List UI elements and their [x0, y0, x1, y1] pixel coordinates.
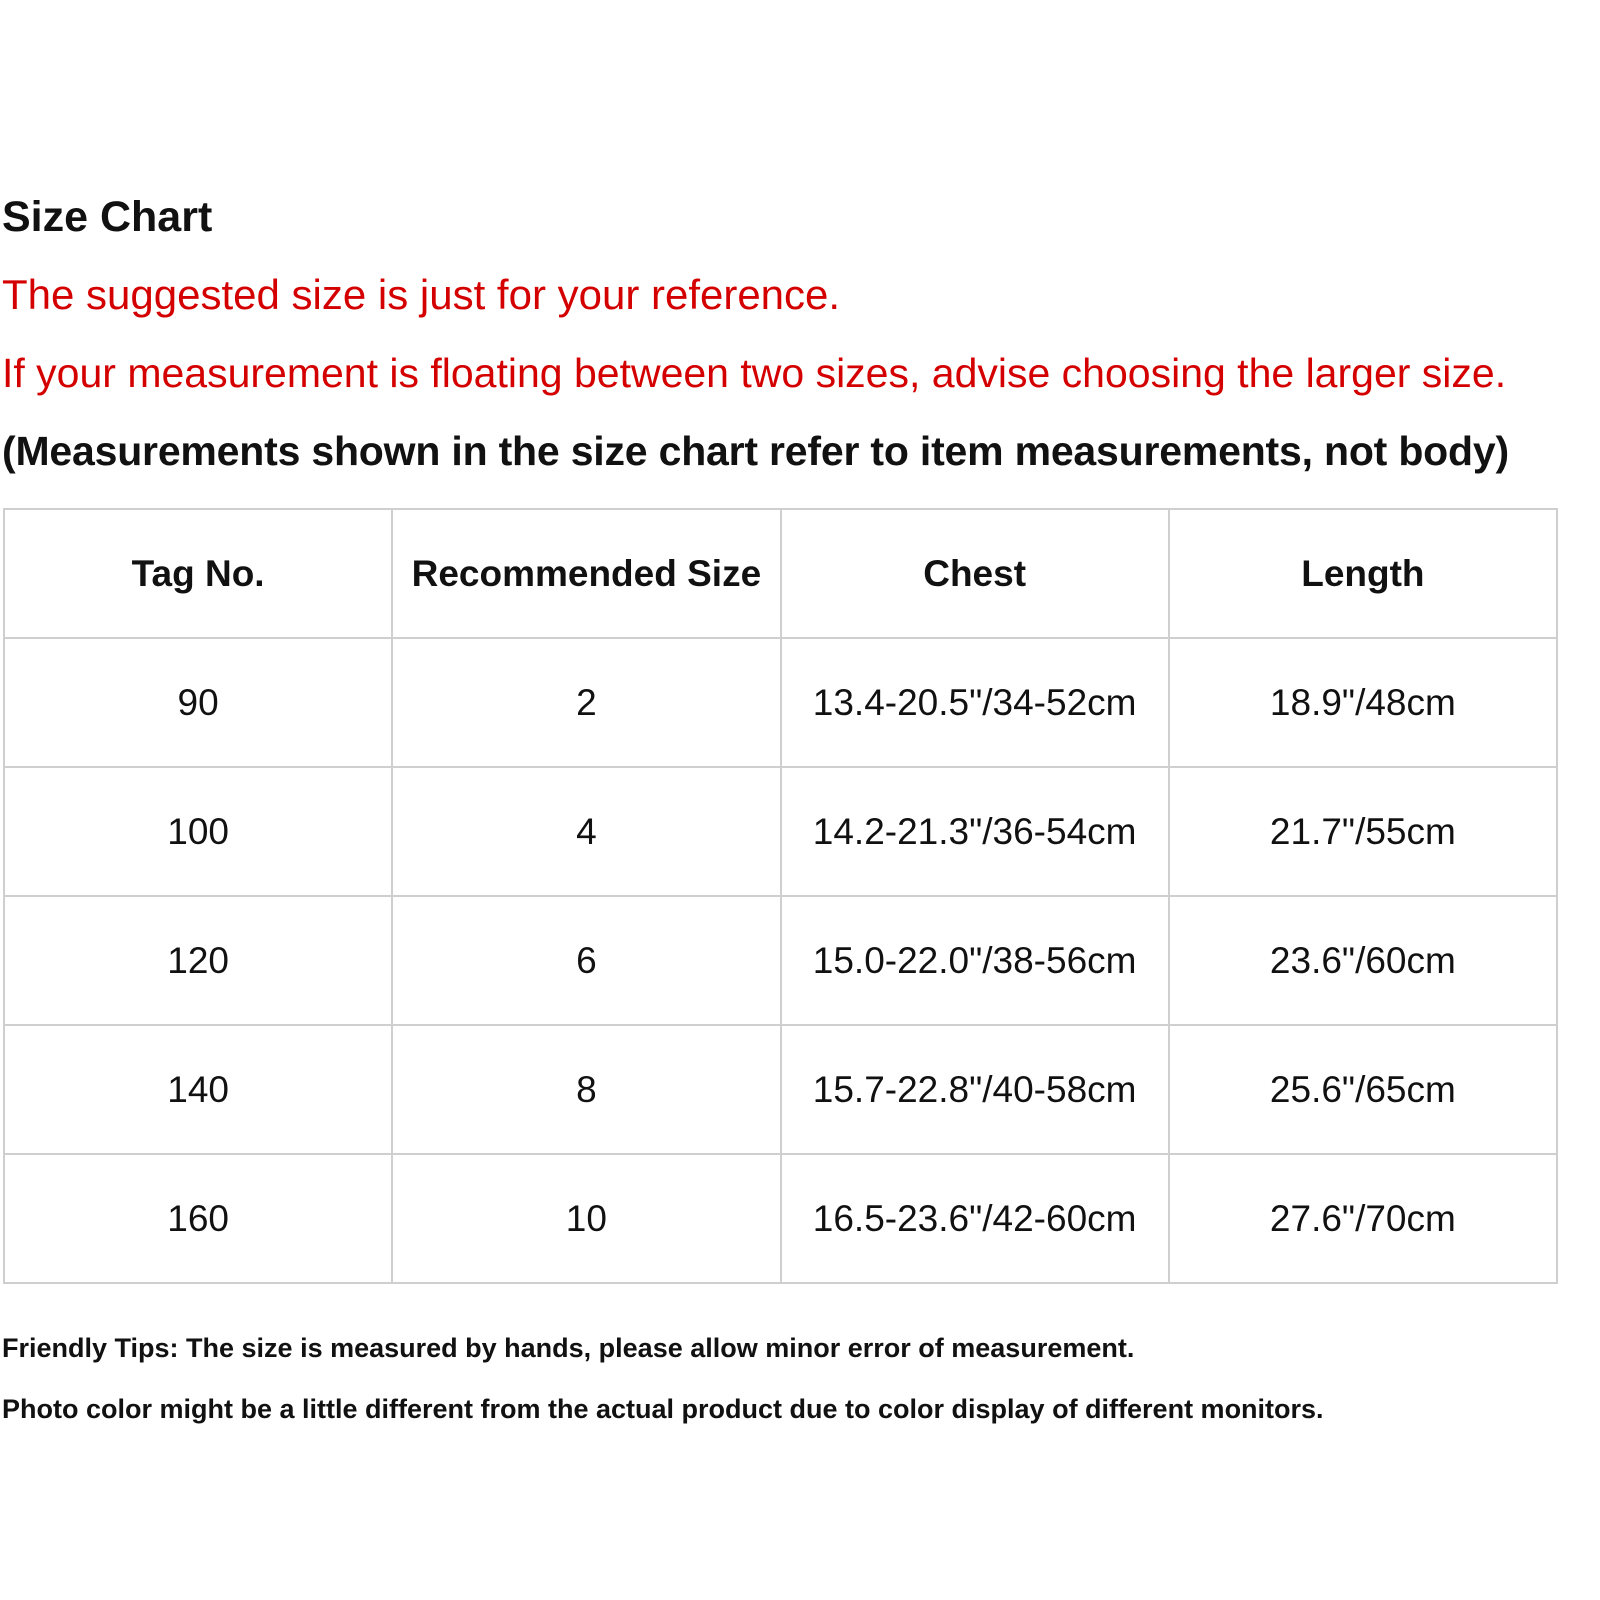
cell-recommended-size: 2 — [392, 638, 780, 767]
table-row — [4, 638, 1557, 767]
header-recommended-size: Recommended Size — [392, 509, 780, 638]
floating-size-note: If your measurement is floating between two sizes, advise choosing the larger size. — [2, 350, 1507, 396]
cell-recommended-size: 6 — [392, 896, 780, 1025]
table-row — [4, 896, 1557, 1025]
cell-chest: 15.7-22.8"/40-58cm — [781, 1025, 1169, 1154]
cell-recommended-size: 4 — [392, 767, 780, 896]
cell-tag-no: 90 — [4, 638, 392, 767]
cell-recommended-size: 8 — [392, 1025, 780, 1154]
cell-tag-no: 160 — [4, 1154, 392, 1283]
measurements-note: (Measurements shown in the size chart refer to item measurements, not body) — [2, 428, 1509, 474]
header-tag-no: Tag No. — [4, 509, 392, 638]
cell-length: 21.7"/55cm — [1169, 767, 1557, 896]
header-length: Length — [1169, 509, 1557, 638]
cell-length: 27.6"/70cm — [1169, 1154, 1557, 1283]
table-row — [4, 1025, 1557, 1154]
cell-chest: 16.5-23.6"/42-60cm — [781, 1154, 1169, 1283]
reference-note: The suggested size is just for your reference. — [2, 271, 841, 318]
header-chest: Chest — [781, 509, 1169, 638]
cell-length: 23.6"/60cm — [1169, 896, 1557, 1025]
table-header-row — [4, 509, 1557, 638]
cell-chest: 15.0-22.0"/38-56cm — [781, 896, 1169, 1025]
size-table — [3, 508, 1558, 1284]
cell-chest: 14.2-21.3"/36-54cm — [781, 767, 1169, 896]
cell-chest: 13.4-20.5"/34-52cm — [781, 638, 1169, 767]
table-row — [4, 767, 1557, 896]
cell-tag-no: 100 — [4, 767, 392, 896]
cell-tag-no: 140 — [4, 1025, 392, 1154]
friendly-tips: Friendly Tips: The size is measured by hands, please allow minor error of measurement. — [2, 1333, 1135, 1363]
cell-length: 25.6"/65cm — [1169, 1025, 1557, 1154]
photo-color-tip: Photo color might be a little different from the actual product due to color display of different monitors. — [2, 1394, 1324, 1424]
cell-tag-no: 120 — [4, 896, 392, 1025]
page-title: Size Chart — [2, 193, 213, 241]
cell-recommended-size: 10 — [392, 1154, 780, 1283]
cell-length: 18.9"/48cm — [1169, 638, 1557, 767]
table-row — [4, 1154, 1557, 1283]
